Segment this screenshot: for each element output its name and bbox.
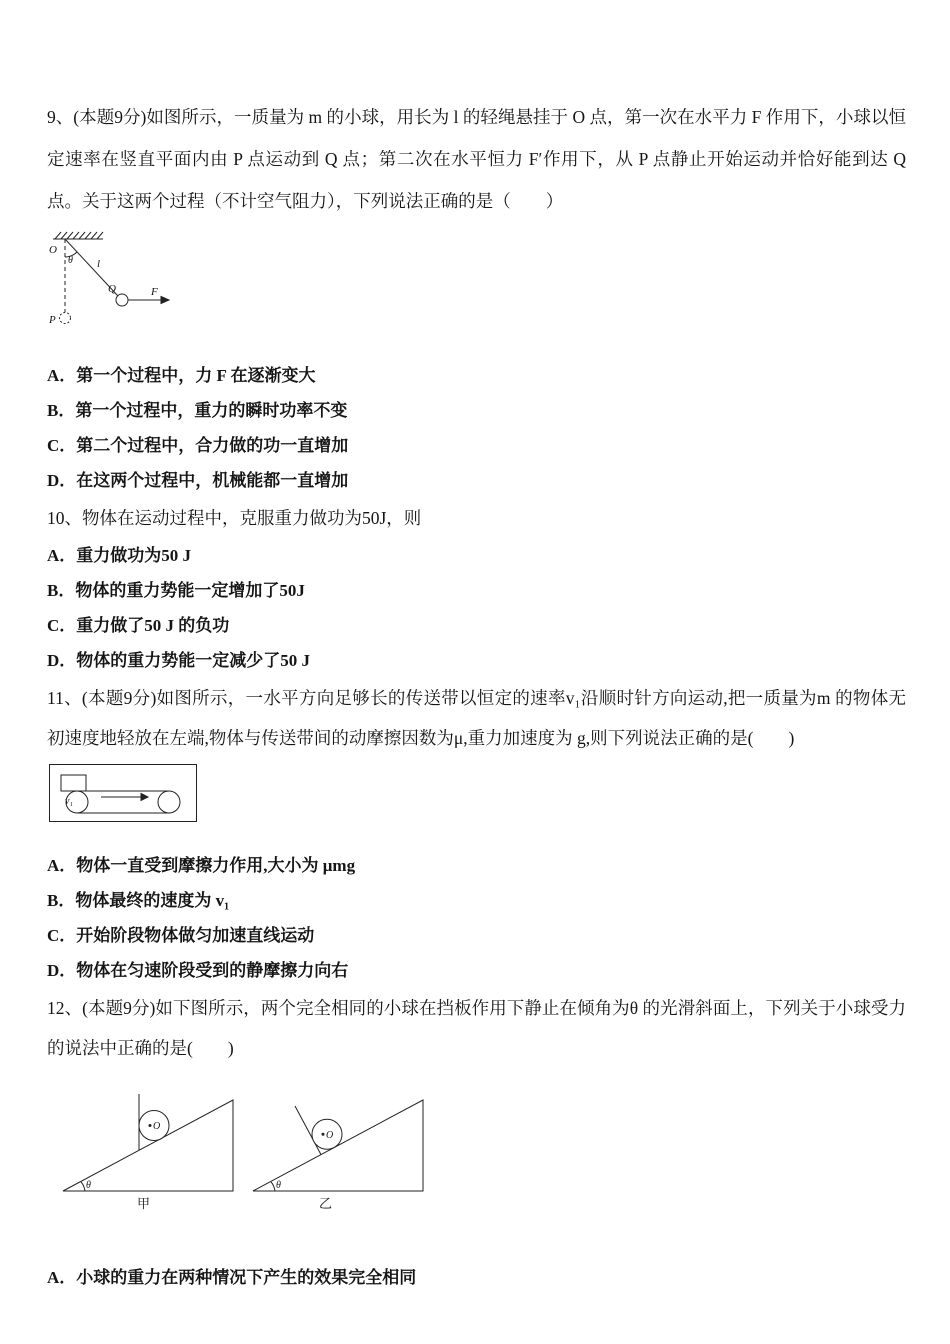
left-figure-caption: 甲 [137,1196,151,1211]
question-10-stem: 10、物体在运动过程中，克服重力做功为50J，则 [47,508,422,528]
question-10-option-c: C．重力做了50 J 的负功 [47,616,230,635]
right-ball-label: O [326,1130,334,1141]
question-9-option-b: B．第一个过程中，重力的瞬时功率不变 [47,401,348,420]
question-9-option-d: D．在这两个过程中，机械能都一直增加 [47,471,349,490]
question-10-option-d: D．物体的重力势能一定减少了50 J [47,651,311,670]
question-11-options [47,848,906,988]
question-11-option-b: B．物体最终的速度为 v₁ [47,891,230,910]
right-incline-triangle [253,1100,423,1191]
force-arrow-icon [128,297,169,304]
question-12-options [47,1260,906,1295]
question-11-option-d: D．物体在匀速阶段受到的静摩擦力向右 [47,961,349,980]
right-pulley [158,791,180,813]
question-11-stem: 11、(本题9分)如图所示，一水平方向足够长的传送带以恒定的速率v₁沿顺时针方向运动,把一质量为m 的物体无初速度地轻放在左端,物体与传送带间的动摩擦因数为μ,重力加速度为 g,则下列说法正确的是( ) [47,688,906,748]
question-12 [47,988,906,1295]
question-10 [47,498,906,678]
question-9 [47,96,906,498]
right-angle-arc [271,1182,275,1191]
incline-left-figure [63,1094,233,1211]
left-ball-center-dot [149,1125,151,1127]
question-10-option-b: B．物体的重力势能一定增加了50J [47,581,305,600]
question-9-stem: 9、(本题9分)如图所示，一质量为 m 的小球，用长为 l 的轻绳悬挂于 O 点，第一次在水平力 F 作用下，小球以恒定速率在竖直平面内由 P 点运动到 Q 点；第二次在水平恒力 F′作用下，从 P 点静止开始运动并恰好能到达 Q 点。关于这两个过程（不计空气阻力），下列说法正确的是（ ） [47,107,906,211]
ball-at-q [116,294,128,306]
question-10-options [47,538,906,678]
question-10-option-a: A．重力做功为50 J [47,546,192,565]
question-12-stem: 12、(本题9分)如下图所示，两个完全相同的小球在挡板作用下静止在倾角为θ 的光滑斜面上，下列关于小球受力的说法中正确的是( ) [47,998,906,1058]
question-12-option-a: A．小球的重力在两种情况下产生的效果完全相同 [47,1268,417,1287]
question-11 [47,678,906,988]
pendulum-pivot-label: O [49,244,57,256]
ceiling-hatch-icon [53,232,103,239]
belt-speed-label: v₁ [65,796,73,807]
belt-direction-arrow-icon [101,794,148,801]
ball-at-p-dashed [60,313,71,324]
question-9-option-c: C．第二个过程中，合力做的功一直增加 [47,436,349,455]
rope-length-label: l [97,258,101,270]
right-angle-label: θ [276,1180,281,1191]
left-angle-arc [81,1182,85,1191]
pendulum-figure [47,230,177,334]
left-ball-label: O [153,1121,161,1132]
force-f-label: F [151,286,158,298]
block-on-belt [61,775,86,791]
point-q-label: Q [108,283,116,295]
question-11-option-a: A．物体一直受到摩擦力作用,大小为 μmg [47,856,356,875]
left-angle-label: θ [86,1180,91,1191]
right-figure-caption: 乙 [319,1196,333,1211]
question-9-options [47,358,906,498]
point-p-label: P [49,314,56,326]
question-9-option-a: A．第一个过程中，力 F 在逐渐变大 [47,366,316,385]
incline-right-figure [253,1100,423,1211]
pendulum-angle-label: θ [68,255,73,266]
incline-figures [55,1088,427,1212]
question-11-option-c: C．开始阶段物体做匀加速直线运动 [47,926,315,945]
right-ball-center-dot [322,1133,324,1135]
conveyor-belt-figure [49,764,197,822]
